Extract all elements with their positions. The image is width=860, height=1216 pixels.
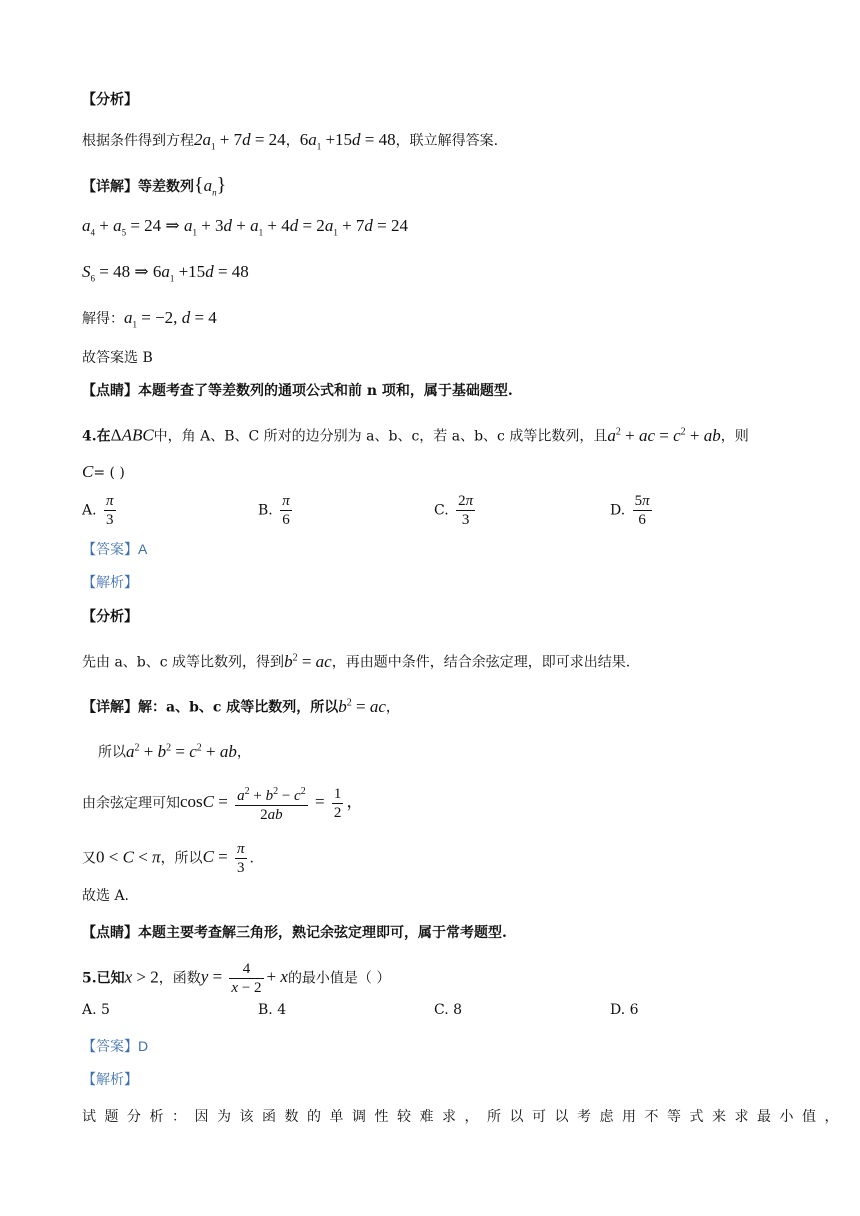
equation-1: $2a_1 + 7d = 24$ bbox=[194, 130, 286, 152]
q4-detail-4-pre: 又 bbox=[82, 850, 96, 867]
q4-detail-4-mid: ，所以 bbox=[160, 850, 203, 867]
q4-remark: 【点睛】本题主要考查解三角形，熟记余弦定理即可，属于常考题型. bbox=[82, 925, 507, 941]
q4-detail-eq: $b^2$ = ac bbox=[338, 696, 386, 716]
q4-detail-post: ， bbox=[385, 699, 400, 716]
q4-fenxi: 【分析】 bbox=[82, 609, 138, 625]
q5-function: y = $\frac{4}{x - 2}$ + x bbox=[200, 961, 288, 996]
q4-option-d-value: $\frac{5\pi}{6}$ bbox=[634, 493, 650, 528]
q5-option-b[interactable]: B. 4 bbox=[258, 1002, 287, 1018]
analysis-text-pre: 根据条件得到方程 bbox=[82, 133, 194, 149]
q4-option-c[interactable] bbox=[434, 492, 478, 529]
q4-result: C = $\frac{\pi}{3}$ bbox=[202, 841, 245, 876]
sequence-symbol: $\{a_n\}$ bbox=[194, 174, 227, 198]
q4-jiexi: 【解析】 bbox=[82, 575, 138, 591]
q4-answer: A bbox=[138, 541, 148, 557]
analysis-text bbox=[82, 130, 498, 156]
analysis-text-post: ，联立解得答案. bbox=[395, 133, 499, 149]
triangle-abc: ΔABC bbox=[110, 425, 154, 445]
solution-line bbox=[82, 308, 217, 334]
q4-number: 4.在 bbox=[82, 428, 111, 445]
q4-detail-4 bbox=[82, 840, 254, 877]
q4-option-a[interactable] bbox=[82, 492, 119, 529]
q5-stem bbox=[82, 960, 390, 997]
q4-bsq: $b^2$ = ac bbox=[284, 651, 332, 671]
q4-ask bbox=[82, 462, 125, 483]
q4-option-c-label: C. bbox=[434, 502, 449, 519]
q4-detail-3 bbox=[82, 783, 363, 824]
q5-stem-mid: ，函数 bbox=[158, 970, 201, 987]
q5-stem-post: 的最小值是（ ） bbox=[287, 970, 391, 987]
equation-line-1: $a_4 + a_5 = 24$ ⇒ $a_1 + 3d + a_1 + 4d = 2a_1 + 7d = 24$ bbox=[82, 216, 408, 238]
q4-option-b-label: B. bbox=[258, 502, 273, 519]
q4-stem bbox=[82, 422, 749, 447]
q4-detail-1 bbox=[82, 693, 400, 718]
solution-values: $a_1 = -2$, d = 4 bbox=[124, 308, 217, 330]
q4-option-a-value: $\frac{\pi}{3}$ bbox=[106, 493, 114, 528]
q4-answer-line bbox=[82, 539, 147, 560]
q4-detail-3-pre: 由余弦定理可知 bbox=[82, 795, 180, 812]
equation-2: $6a_1 +15d = 48$ bbox=[299, 130, 396, 152]
q4-detail-2 bbox=[98, 738, 251, 763]
q5-option-d[interactable]: D. 6 bbox=[610, 1002, 639, 1018]
q5-option-a[interactable]: A. 5 bbox=[82, 1002, 110, 1018]
q5-answer-tag: 【答案】 bbox=[82, 1039, 138, 1055]
q5-explanation: 试题分析：因为该函数的单调性较难求，所以可以考虑用不等式来求最小值， bbox=[82, 1109, 847, 1125]
q4-condition: $a^2$ + ac = $c^2$ + ab bbox=[607, 425, 721, 445]
q5-number: 5.已知 bbox=[82, 970, 125, 987]
analysis-text-mid: ， bbox=[285, 133, 300, 149]
q4-analysis bbox=[82, 648, 630, 673]
q4-detail-2-post: ， bbox=[236, 744, 251, 761]
q4-option-c-value: $\frac{2\pi}{3}$ bbox=[458, 493, 474, 528]
q4-detail-pre: 【详解】解：a、b、c 成等比数列，所以 bbox=[82, 699, 339, 716]
q5-option-c[interactable]: C. 8 bbox=[434, 1002, 463, 1018]
solution-label: 解得： bbox=[82, 311, 124, 327]
q4-option-d[interactable] bbox=[610, 492, 655, 529]
q4-detail-2-pre: 所以 bbox=[98, 744, 126, 761]
q4-analysis-pre: 先由 a、b、c 成等比数列，得到 bbox=[82, 654, 285, 671]
q4-option-d-label: D. bbox=[610, 502, 626, 519]
q4-ask-text: = ( ) bbox=[93, 465, 125, 481]
detail-heading: 【详解】等差数列 bbox=[82, 179, 194, 195]
q4-option-b-value: $\frac{\pi}{6}$ bbox=[282, 493, 290, 528]
q4-detail-2-eq: $a^2 + b^2 = c^2$ + ab bbox=[126, 741, 237, 761]
q4-stem-post: ，则 bbox=[720, 428, 749, 445]
equation-line-2: $S_6 = 48$ ⇒ $6a_1 +15d = 48$ bbox=[82, 262, 249, 284]
q5-jiexi: 【解析】 bbox=[82, 1072, 138, 1088]
q5-answer: D bbox=[138, 1038, 149, 1054]
q5-condition: x > 2 bbox=[124, 967, 159, 987]
q4-analysis-post: ，再由题中条件，结合余弦定理，即可求出结果. bbox=[331, 654, 631, 671]
q4-option-a-label: A. bbox=[82, 502, 97, 519]
q5-answer-line bbox=[82, 1036, 148, 1057]
analysis-heading: 【分析】 bbox=[82, 92, 138, 108]
q4-cos-formula: cosC = $\frac{a^2 + b^2 - c^2}{2ab}$ = $\frac{1}{2}$ ， bbox=[180, 786, 364, 823]
q4-detail-4-post: . bbox=[249, 850, 254, 867]
remark-q3: 【点睛】本题考查了等差数列的通项公式和前 n 项和，属于基础题型. bbox=[82, 383, 513, 399]
q4-choose: 故选 A. bbox=[82, 888, 130, 904]
q4-option-b[interactable] bbox=[258, 492, 295, 529]
detail-line bbox=[82, 175, 226, 202]
q4-range: 0 < C < π bbox=[96, 847, 161, 867]
q4-answer-tag: 【答案】 bbox=[82, 542, 138, 558]
q4-var-c: C bbox=[82, 462, 94, 481]
q4-stem-mid: 中，角 A、B、C 所对的边分别为 a、b、c，若 a、b、c 成等比数列，且 bbox=[153, 428, 608, 445]
choice-line: 故答案选 B bbox=[82, 350, 153, 366]
